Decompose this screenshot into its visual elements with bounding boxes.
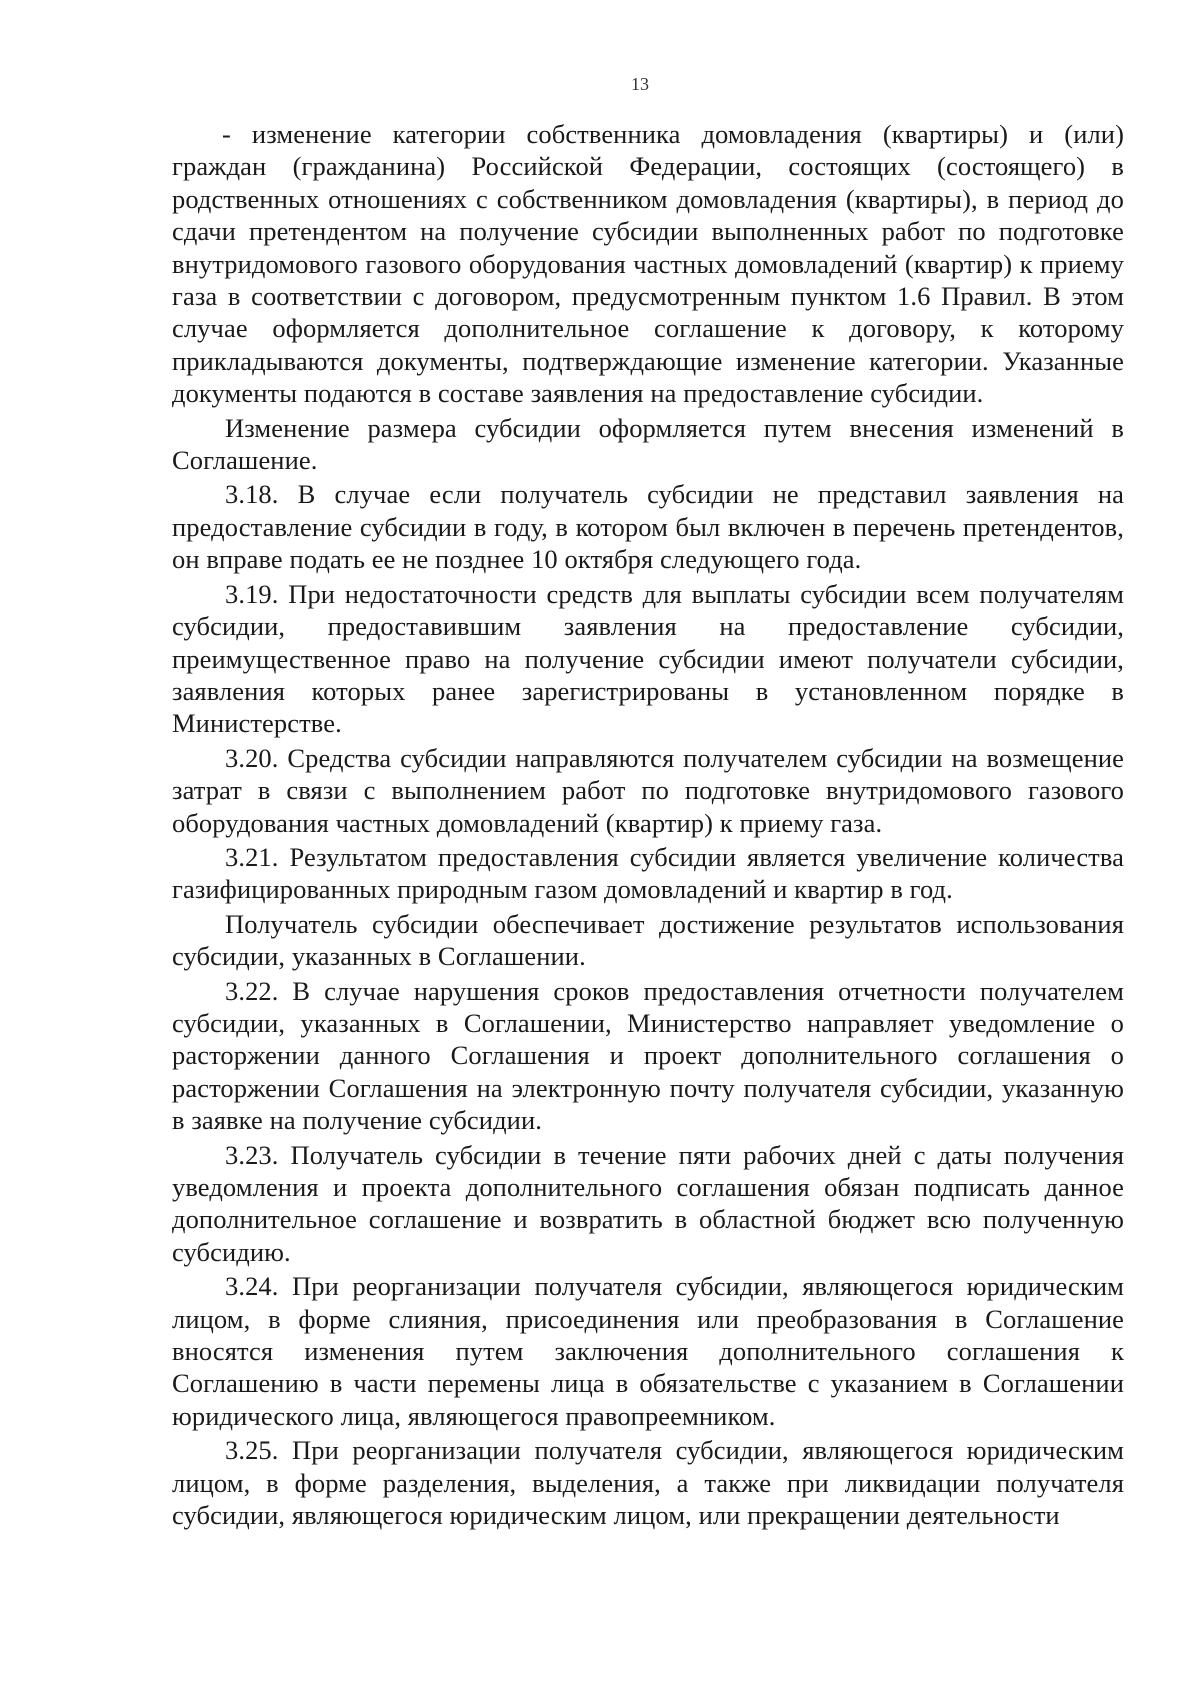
paragraph-3-21: 3.21. Результатом предоставления субсидии является увеличение количества газифицированных природным газом домовладений и квартир в год. [172, 841, 1124, 905]
paragraph-3-22: 3.22. В случае нарушения сроков предоставления отчетности получателем субсидии, указанных в Соглашении, Министерство направляет уведомление о расторжении данного Соглашения и проект дополнительного соглашения о расторжении Соглашения на электронную почту получателя субсидии, указанную в заявке на получение субсидии. [172, 975, 1124, 1136]
paragraph-3-25: 3.25. При реорганизации получателя субсидии, являющегося юридическим лицом, в форме разделения, выделения, а также при ликвидации получателя субсидии, являющегося юридическим лицом, или прекращении деятельности [172, 1435, 1124, 1531]
paragraph-3-18: 3.18. В случае если получатель субсидии не представил заявления на предоставление субсидии в году, в котором был включен в перечень претендентов, он вправе подать ее не позднее 10 октября следующего года. [172, 479, 1124, 575]
paragraph-3-19: 3.19. При недостаточности средств для выплаты субсидии всем получателям субсидии, предоставившим заявления на предоставление субсидии, преимущественное право на получение субсидии имеют получатели субсидии, заявления которых ранее зарегистрированы в установленном порядке в Министерстве. [172, 578, 1124, 739]
page-number: 13 [631, 74, 649, 94]
paragraph-results: Получатель субсидии обеспечивает достижение результатов использования субсидии, указанных в Соглашении. [172, 908, 1124, 972]
paragraph-3-23: 3.23. Получатель субсидии в течение пяти рабочих дней с даты получения уведомления и проекта дополнительного соглашения обязан подписать данное дополнительное соглашение и возвратить в областной бюджет всю полученную субсидию. [172, 1139, 1124, 1267]
paragraph-3-20: 3.20. Средства субсидии направляются получателем субсидии на возмещение затрат в связи с выполнением работ по подготовке внутридомового газового оборудования частных домовладений (квартир) к приему газа. [172, 742, 1124, 838]
paragraph-category-change: - изменение категории собственника домовладения (квартиры) и (или) граждан (гражданина) Российской Федерации, состоящих (состоящего) в родственных отношениях с собственником домовладения (квартиры), в период до сдачи претендентом на получение субсидии выполненных работ по подготовке внутридомового газового оборудования частных домовладений (квартир) к приему газа в соответствии с договором, предусмотренным пунктом 1.6 Правил. В этом случае оформляется дополнительное соглашение к договору, к которому прикладываются документы, подтверждающие изменение категории. Указанные документы подаются в составе заявления на предоставление субсидии. [172, 119, 1124, 409]
paragraph-subsidy-size-change: Изменение размера субсидии оформляется путем внесения изменений в Соглашение. [172, 412, 1124, 476]
paragraph-3-24: 3.24. При реорганизации получателя субсидии, являющегося юридическим лицом, в форме слияния, присоединения или преобразования в Соглашение вносятся изменения путем заключения дополнительного соглашения к Соглашению в части перемены лица в обязательстве с указанием в Соглашении юридического лица, являющегося правопреемником. [172, 1271, 1124, 1431]
document-body [172, 118, 1124, 1531]
